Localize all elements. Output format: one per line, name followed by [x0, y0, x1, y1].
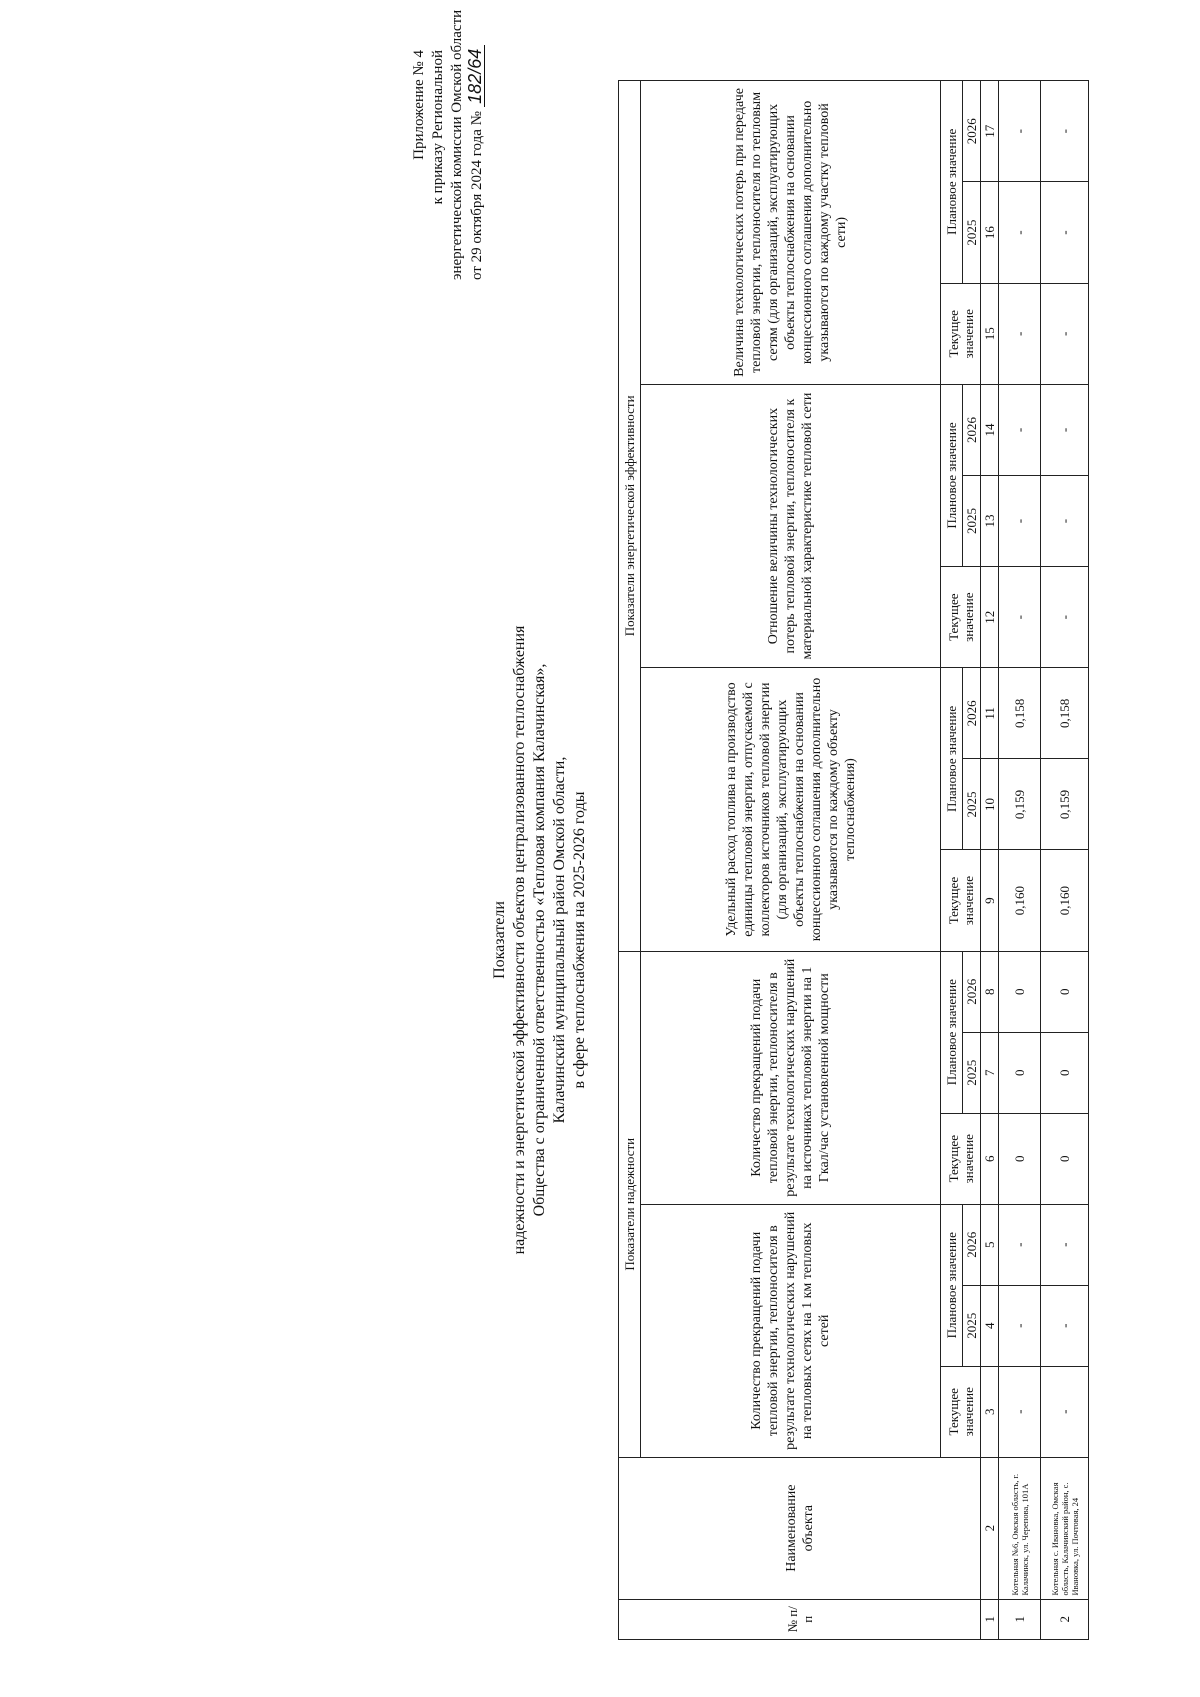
column-number: 5	[981, 1204, 999, 1285]
value-cell: 0	[999, 951, 1041, 1032]
header-year-2025: 2025	[963, 1285, 981, 1366]
value-cell: -	[1041, 182, 1089, 283]
column-number: 11	[981, 668, 999, 759]
column-number: 10	[981, 759, 999, 850]
header-year-2026: 2026	[963, 81, 981, 182]
header-planned: Плановое значение	[941, 1204, 963, 1366]
annex-line: Приложение № 4	[411, 50, 427, 160]
title-line: Калачинский муниципальный район Омской области,	[551, 756, 568, 1124]
column-number: 12	[981, 567, 999, 668]
value-cell: -	[1041, 81, 1089, 182]
header-indicator-1: Количество прекращений подачи тепловой энергии, теплоносителя в результате технологических нарушений на тепловых сетях на 1 км тепловых сетей	[641, 1204, 941, 1457]
header-current: Текущее значение	[941, 1366, 981, 1457]
title-line: Общества с ограниченной ответственностью «Тепловая компания Калачинская»,	[531, 663, 548, 1217]
value-cell: -	[1041, 1366, 1089, 1457]
header-year-2026: 2026	[963, 668, 981, 759]
value-cell: 0	[999, 1032, 1041, 1113]
value-cell: 0,158	[1041, 668, 1089, 759]
value-cell: -	[1041, 1285, 1089, 1366]
table-row	[1041, 81, 1089, 1640]
header-year-2025: 2025	[963, 1032, 981, 1113]
header-year-2025: 2025	[963, 759, 981, 850]
value-cell: -	[999, 1285, 1041, 1366]
header-current: Текущее значение	[941, 567, 981, 668]
value-cell: 0	[1041, 1032, 1089, 1113]
value-cell: 0,159	[999, 759, 1041, 850]
annex-date: от 29 октября 2024 года №	[469, 111, 485, 280]
value-cell: 0,159	[1041, 759, 1089, 850]
value-cell: 0	[1041, 951, 1089, 1032]
header-indicator-4: Отношение величины технологических потерь тепловой энергии, теплоносителя к материальной характеристике тепловой сети	[641, 384, 941, 667]
header-indicator-2: Количество прекращений подачи тепловой энергии, теплоносителя в результате технологических нарушений на источниках тепловой энергии на 1 Гкал/час установленной мощности	[641, 951, 941, 1204]
annex-line: к приказу Региональной	[430, 50, 446, 205]
column-number: 16	[981, 182, 999, 283]
column-number: 6	[981, 1113, 999, 1204]
header-planned: Плановое значение	[941, 81, 963, 284]
header-planned: Плановое значение	[941, 384, 963, 566]
column-number: 7	[981, 1032, 999, 1113]
header-current: Текущее значение	[941, 850, 981, 951]
value-cell: -	[999, 567, 1041, 668]
header-indicator-5: Величина технологических потерь при передаче тепловой энергии, теплоносителя по тепловым сетям (для организаций, эксплуатирующих объекты теплоснабжения на основании концессионного соглашения дополнительно указываются по каждому участку тепловой сети)	[641, 81, 941, 385]
column-number: 9	[981, 850, 999, 951]
title-line: в сфере теплоснабжения на 2025-2026 годы	[571, 791, 588, 1089]
value-cell: -	[1041, 1204, 1089, 1285]
value-cell: 0,160	[1041, 850, 1089, 951]
indicators-table	[618, 80, 1089, 1640]
object-name: Котельная с. Ивановка, Омская область, Калачинский район, с. Ивановка, ул. Почтовая, 24	[1041, 1457, 1089, 1599]
object-name: Котельная №6, Омская область, г. Калачинск, ул. Черепова, 101А	[999, 1457, 1041, 1599]
order-number: 182/64	[467, 45, 485, 107]
header-year-2026: 2026	[963, 1204, 981, 1285]
column-number: 4	[981, 1285, 999, 1366]
value-cell: -	[1041, 384, 1089, 475]
value-cell: -	[999, 81, 1041, 182]
header-year-2026: 2026	[963, 384, 981, 475]
column-number: 14	[981, 384, 999, 475]
column-number: 13	[981, 475, 999, 566]
row-number: 2	[1041, 1599, 1089, 1639]
column-number: 15	[981, 283, 999, 384]
annex-date-line	[467, 50, 487, 280]
header-planned: Плановое значение	[941, 951, 963, 1113]
column-number: 3	[981, 1366, 999, 1457]
value-cell: -	[999, 475, 1041, 566]
value-cell: -	[1041, 283, 1089, 384]
column-number: 1	[981, 1599, 999, 1639]
column-number-row	[981, 81, 999, 1640]
header-current: Текущее значение	[941, 283, 981, 384]
value-cell: -	[1041, 475, 1089, 566]
header-year-2025: 2025	[963, 475, 981, 566]
annex-line: энергетической комиссии Омской области	[449, 9, 465, 280]
header-current: Текущее значение	[941, 1113, 981, 1204]
header-num: № п/п	[619, 1599, 981, 1639]
value-cell: 0	[999, 1113, 1041, 1204]
value-cell: 0,160	[999, 850, 1041, 951]
column-number: 8	[981, 951, 999, 1032]
header-efficiency: Показатели энергетической эффективности	[619, 81, 641, 952]
document-title	[490, 380, 590, 1500]
header-year-2025: 2025	[963, 182, 981, 283]
annex-block	[410, 9, 487, 280]
title-line: надежности и энергетической эффективности объектов централизованного теплоснабжения	[511, 625, 528, 1255]
column-number: 17	[981, 81, 999, 182]
value-cell: 0,158	[999, 668, 1041, 759]
header-reliability: Показатели надежности	[619, 951, 641, 1457]
value-cell: -	[999, 1366, 1041, 1457]
column-number: 2	[981, 1457, 999, 1599]
title-line: Показатели	[491, 901, 508, 979]
value-cell: -	[999, 182, 1041, 283]
header-year-2026: 2026	[963, 951, 981, 1032]
table-row	[999, 81, 1041, 1640]
value-cell: -	[999, 1204, 1041, 1285]
value-cell: -	[999, 384, 1041, 475]
value-cell: -	[1041, 567, 1089, 668]
rotated-page	[300, 9, 1200, 1660]
header-object-name: Наименование объекта	[619, 1457, 981, 1599]
value-cell: 0	[1041, 1113, 1089, 1204]
value-cell: -	[999, 283, 1041, 384]
row-number: 1	[999, 1599, 1041, 1639]
header-indicator-3: Удельный расход топлива на производство единицы тепловой энергии, отпускаемой с коллекторов источников тепловой энергии (для организаций, эксплуатирующих объекты теплоснабжения на основании концессионного соглашения дополнительно указываются по каждому объекту теплоснабжения)	[641, 668, 941, 951]
header-planned: Плановое значение	[941, 668, 963, 850]
